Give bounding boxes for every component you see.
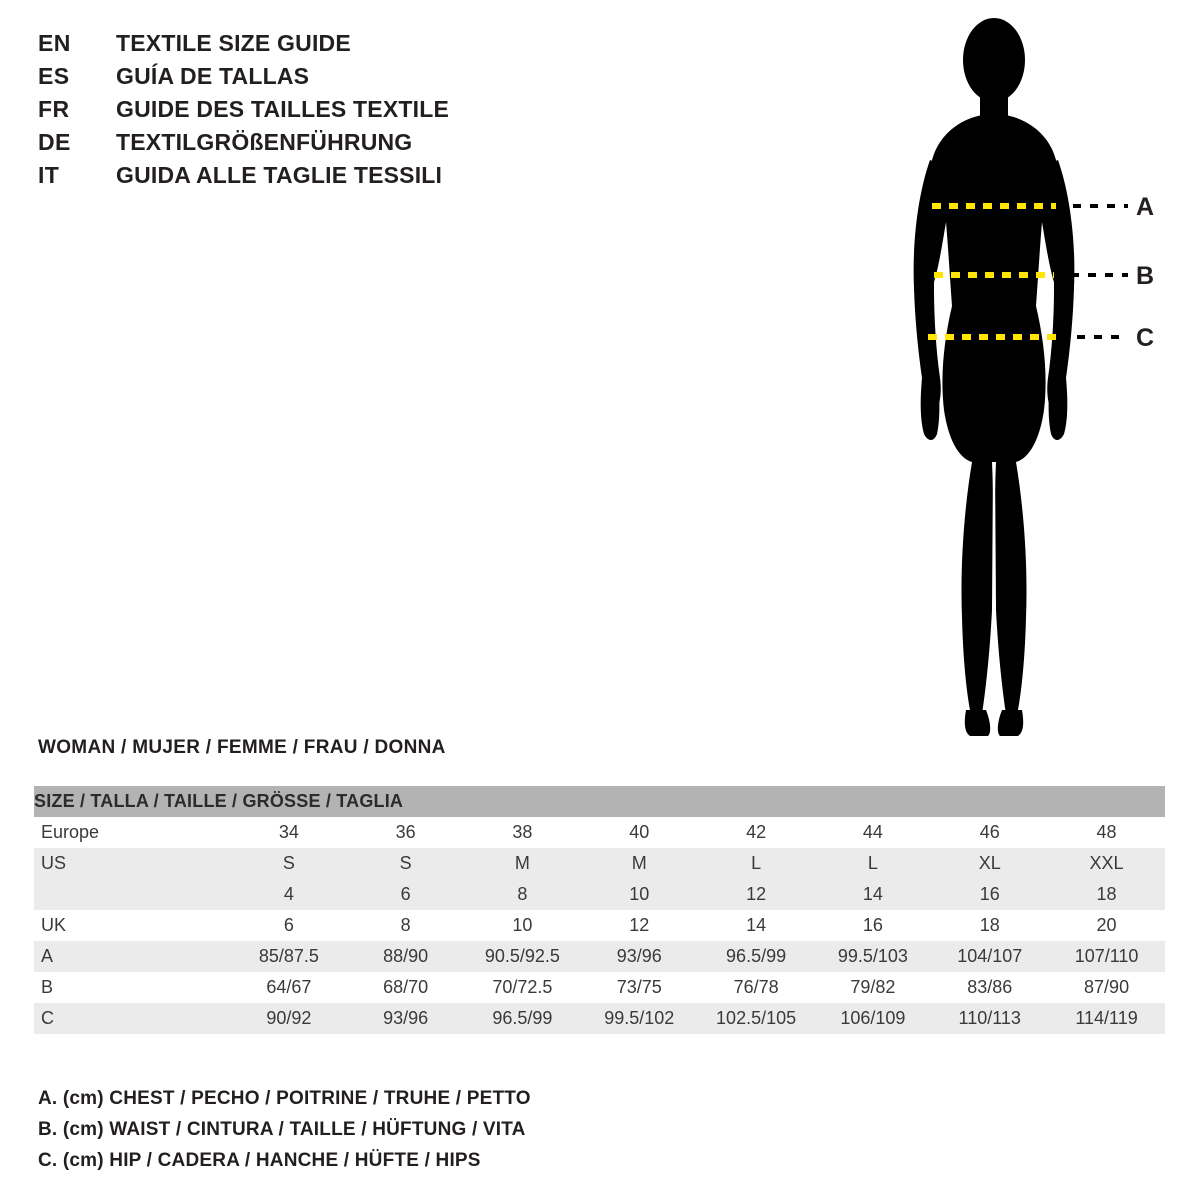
cell: M [631,853,647,873]
cell: 46 [979,822,1000,842]
language-code: DE [38,129,71,155]
cell: 93/96 [616,946,662,966]
cell: 79/82 [850,977,896,997]
table-row [34,817,1165,848]
cell: 6 [400,884,411,904]
cell: S [399,853,412,873]
cell: 64/67 [266,977,312,997]
cell: 70/72.5 [492,977,553,997]
measurement-label-b: B [1136,262,1155,290]
language-code: EN [38,30,71,56]
cell: 85/87.5 [258,946,319,966]
cell: 88/90 [383,946,429,966]
table-row [34,910,1165,941]
cell: 110/113 [958,1008,1021,1028]
measurement-label-a: A [1136,193,1155,221]
body-measurement-figure [860,10,1190,750]
measurement-legend [38,1088,738,1181]
cell: 48 [1096,822,1117,842]
section-title: WOMAN / MUJER / FEMME / FRAU / DONNA [38,737,446,758]
cell: 12 [746,884,767,904]
language-title: GUÍA DE TALLAS [116,63,310,89]
cell: 10 [629,884,650,904]
language-code: IT [38,162,60,188]
cell: 87/90 [1084,977,1130,997]
language-title: GUIDE DES TAILLES TEXTILE [116,96,449,122]
cell: 83/86 [967,977,1013,997]
size-table [34,786,1165,1034]
legend-item-hip: C. (cm) HIP / CADERA / HANCHE / HÜFTE / HIPS [38,1150,481,1171]
row-label: B [41,977,54,997]
cell: 8 [517,884,528,904]
cell: L [751,853,762,873]
cell: 10 [512,915,533,935]
cell: S [282,853,295,873]
cell: 4 [283,884,294,904]
female-silhouette-icon [860,10,1190,750]
cell: 42 [746,822,767,842]
cell: 6 [283,915,294,935]
cell: 106/109 [840,1008,906,1028]
language-code: FR [38,96,70,122]
cell: 102.5/105 [716,1008,797,1028]
cell: 8 [400,915,411,935]
cell: XXL [1089,853,1124,873]
language-code: ES [38,63,70,89]
cell: 36 [395,822,416,842]
language-row [38,30,598,63]
table-header-row [34,786,1165,817]
cell: 93/96 [383,1008,429,1028]
language-row [38,96,598,129]
cell: 38 [512,822,533,842]
cell: 18 [1096,884,1117,904]
cell: 96.5/99 [492,1008,553,1028]
cell: 90/92 [266,1008,312,1028]
cell: 68/70 [383,977,429,997]
cell: 76/78 [733,977,779,997]
language-row [38,129,598,162]
table-row [34,879,1165,910]
cell: 40 [629,822,650,842]
cell: 99.5/102 [604,1008,675,1028]
cell: 114/119 [1075,1008,1138,1028]
cell: 73/75 [616,977,662,997]
cell: M [514,853,530,873]
table-row [34,1003,1165,1034]
row-label: Europe [41,822,100,842]
cell: 96.5/99 [726,946,787,966]
cell: 104/107 [957,946,1023,966]
cell: 99.5/103 [837,946,908,966]
row-label [34,879,231,910]
row-label: US [41,853,67,873]
language-row [38,162,598,195]
cell: 16 [979,884,1000,904]
cell: 14 [746,915,767,935]
table-row [34,972,1165,1003]
cell: 20 [1096,915,1117,935]
language-title: TEXTILGRÖßENFÜHRUNG [116,129,413,155]
language-row [38,63,598,96]
cell: 16 [862,915,883,935]
cell: 12 [629,915,650,935]
table-row [34,941,1165,972]
table-row [34,848,1165,879]
cell: 90.5/92.5 [484,946,560,966]
language-title: TEXTILE SIZE GUIDE [116,30,351,56]
row-label: UK [41,915,67,935]
cell: 107/110 [1074,946,1139,966]
row-label: C [41,1008,54,1028]
cell: 18 [979,915,1000,935]
measurement-label-c: C [1136,324,1155,352]
row-label: A [41,946,54,966]
language-title-block [38,30,598,195]
cell: 34 [278,822,299,842]
cell: L [867,853,878,873]
language-title: GUIDA ALLE TAGLIE TESSILI [116,162,443,188]
legend-item-waist: B. (cm) WAIST / CINTURA / TAILLE / HÜFTUNG / VITA [38,1119,526,1140]
legend-item-chest: A. (cm) CHEST / PECHO / POITRINE / TRUHE / PETTO [38,1088,531,1109]
cell: 44 [862,822,883,842]
cell: 14 [862,884,883,904]
cell: XL [978,853,1001,873]
table-header-label: SIZE / TALLA / TAILLE / GRÖSSE / TAGLIA [34,791,404,811]
